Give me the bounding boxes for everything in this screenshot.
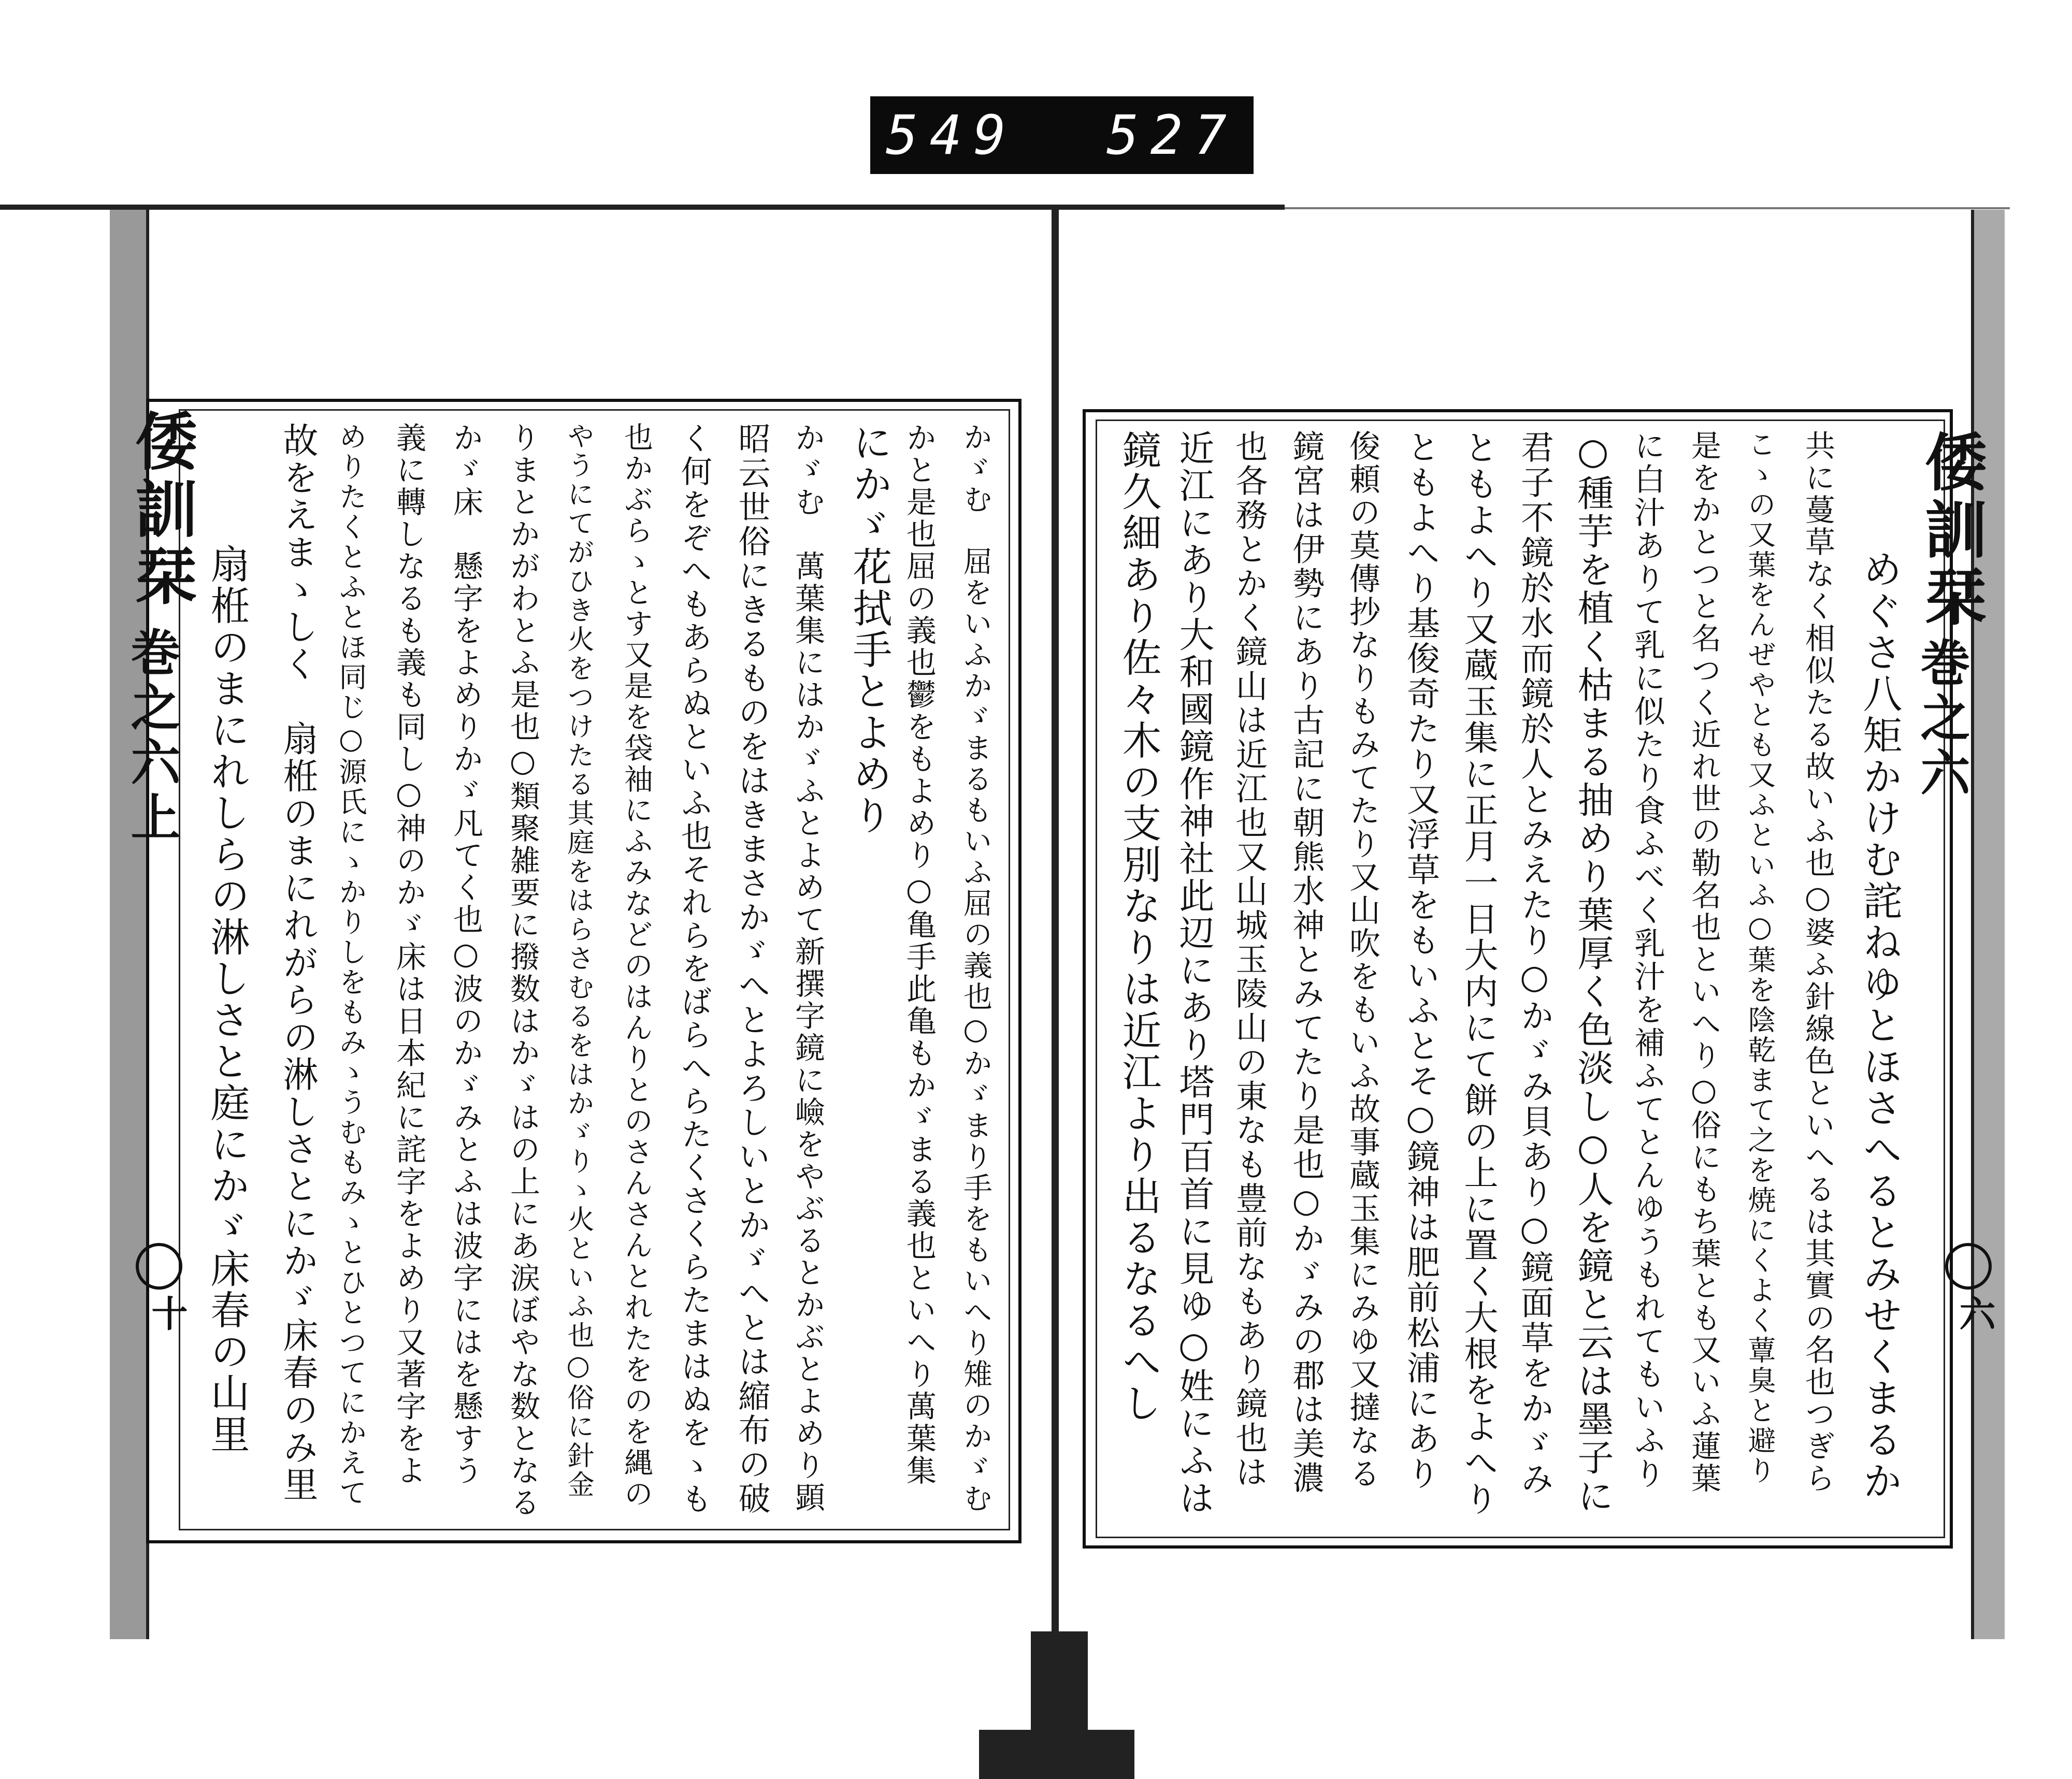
right-folio-circle [1945, 1243, 1992, 1290]
right-col-6: ○種芋を植く枯まる抽めり葉厚く色淡し○人を鏡と云は墨子に [1572, 430, 1614, 1515]
frame-number-right: 527 [1106, 104, 1238, 167]
right-col-10: 俊頼の莫傳抄なりもみてたり又山吹をもいふ故事蔵玉集にみゆ又撻なる [1344, 430, 1380, 1491]
right-spine-title: 倭訓栞 [1915, 430, 1988, 632]
left-col-10: かゞ床 懸字をよめりかゞ凡てく也○波のかゞみとふは波字にはを懸すう [448, 422, 483, 1487]
right-spine-strip [1974, 210, 2005, 1639]
center-binding-line [1052, 205, 1059, 1644]
left-col-12: めりたくとふとほ同じ○源氏にゝかりしをもみゝうむもみゝとひとつてにかえて [335, 422, 367, 1508]
right-page-edge [1971, 210, 1974, 1639]
left-col-2: かと是也屈の義也鬱をもよめり○亀手此亀もかゞまる義也といへり萬葉集 [901, 422, 937, 1487]
right-col-9: ともよへり基俊奇たり又浮草をもいふとそ○鏡神は肥前松浦にあり [1401, 430, 1440, 1492]
right-col-13: 近江にあり大和國鏡作神社此辺にあり塔門百首に見ゆ○姓にふは [1173, 430, 1214, 1517]
left-spine-volume: 巻之六上 [123, 627, 181, 846]
right-col-11: 鏡宮は伊勢にあり古記に朝熊水神とみてたり是也○かゞみの郡は美濃 [1287, 430, 1325, 1495]
right-spine-volume: 巻之六 [1912, 637, 1971, 802]
left-col-1: かゞむ 屈をいふかゞまるもいふ屈の義也○かゞまり手をもいへり雉のかゞむ [959, 422, 992, 1514]
left-col-5: 昭云世俗にきるものをはきまさかゞへとよろしいとかゞへとは縮布の破 [733, 422, 771, 1516]
left-spine-title: 倭訓栞 [125, 409, 198, 611]
left-col-3: にかゞ花拭手とよめり [846, 422, 893, 836]
left-col-7: 也かぶらゝとす又是を袋袖にふみなどのはんりとのさんさんとれたをのを縄の [620, 422, 653, 1510]
right-col-1: めぐさ八矩かけむ詫ねゆとほさへるとみせくまるか [1857, 549, 1903, 1502]
right-col-12: 也各務とかく鏡山は近江也又山城玉陵山の東なも豊前なもあり鏡也は [1230, 430, 1268, 1489]
right-col-14: 鏡久細あり佐々木の支別なりは近江より出るなるへし [1116, 430, 1162, 1424]
right-col-4: 是をかとつと名つく近れ世の勒名也といへり○俗にもち葉とも又いふ蓮葉 [1686, 430, 1721, 1495]
left-col-4: かゞむ 萬葉集にはかゞふとよめて新撰字鏡に嶮をやぶるとかぶとよめり顕 [790, 422, 825, 1514]
right-spine-folio: 六 [1953, 1295, 1996, 1336]
left-col-6: く何をぞへもあらぬといふ也それらをばらへらたくさくらたまはぬをゝも [676, 422, 712, 1516]
right-col-3: こゝの又葉をんぜやとも又ふといふ○葉を陰乾まて之を焼にくよく蕈臭と避り [1744, 430, 1776, 1486]
top-rule-right [1285, 207, 2010, 209]
left-spine-folio: 十 [146, 1295, 189, 1336]
right-col-5: に白汁ありて乳に似たり食ふべく乳汁を補ふてとんゆうもれてもいふり [1629, 430, 1665, 1491]
right-col-8: ともよへり又蔵玉集に正月一日大内にて餅の上に置く大根をよへり [1458, 430, 1498, 1517]
left-folio-circle [136, 1243, 182, 1290]
left-col-14: 扇栣のまにれしらの淋しさと庭にかゞ床春の山里 [204, 544, 250, 1455]
frame-number-left: 549 [886, 104, 1017, 167]
right-col-7: 君子不鏡於水而鏡於人とみえたり○かゞみ貝あり○鏡面草をかゞみ [1515, 430, 1553, 1497]
left-col-11: 義に轉しなるも義も同し○神のかゞ床は日本紀に詫字をよめり又著字をよ [391, 422, 426, 1487]
right-col-2: 共に蔓草なく相似たる故いふ也○婆ふ針線色といへるは其實の名也つぎら [1800, 430, 1835, 1495]
binding-stand-base [979, 1730, 1134, 1779]
left-col-8: やうにてがひき火をつけたる其庭をはらさむるをはかゞりゝ火といふ也○俗に針金 [563, 422, 594, 1499]
top-rule [0, 205, 1285, 210]
left-col-9: りまとかがわとふ是也○類聚雑要に撥数はかゞはの上にあ涙ぼやな数となる [505, 422, 540, 1519]
left-col-13: 故をえまゝしく 扇栣のまにれがらの淋しさとにかゞ床春のみ里 [277, 422, 318, 1503]
frame-number-label [870, 96, 1254, 174]
